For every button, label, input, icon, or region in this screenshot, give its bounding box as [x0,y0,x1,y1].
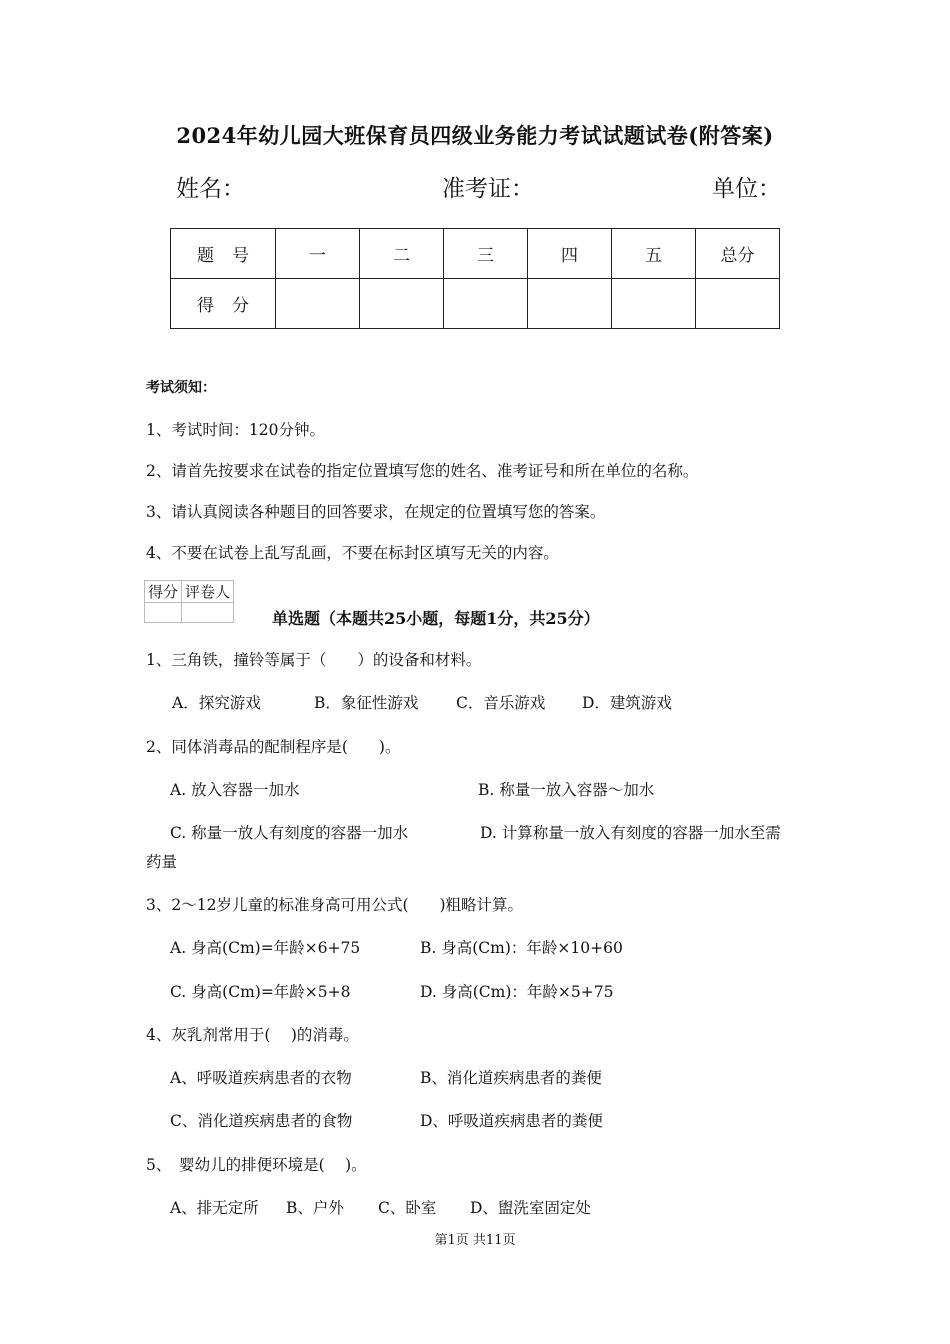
score-table-score-row [171,279,780,329]
option-d: D. 身高(Cm)：年龄×5+75 [420,983,614,1001]
score-table-column: 总分 [696,229,780,279]
option-b: B、户外 [286,1199,344,1217]
option-b: B. 身高(Cm)：年龄×10+60 [420,939,623,957]
note-item: 3、请认真阅读各种题目的回答要求，在规定的位置填写您的答案。 [146,503,606,521]
page-title: 2024年幼儿园大班保育员四级业务能力考试试题试卷(附答案) [176,123,774,148]
score-cell[interactable] [612,279,696,329]
option-b: B．象征性游戏 [314,694,419,712]
score-cell[interactable] [276,279,360,329]
option-b: B、消化道疾病患者的粪便 [420,1069,602,1087]
score-table-row2-label: 得分 [171,279,276,329]
note-item: 1、考试时间：120分钟。 [146,421,325,439]
option-d: D、呼吸道疾病患者的粪便 [420,1112,603,1130]
section-title: 单选题（本题共25小题，每题1分，共25分） [272,609,600,628]
grader-score-label: 得分 [145,581,182,603]
note-item: 2、请首先按要求在试卷的指定位置填写您的姓名、准考证号和所在单位的名称。 [146,462,699,480]
score-cell[interactable] [444,279,528,329]
score-table-column: 三 [444,229,528,279]
question-stem: 1、三角铁，撞铃等属于（ ）的设备和材料。 [146,651,482,669]
score-table-column: 四 [528,229,612,279]
option-c: C、卧室 [378,1199,437,1217]
option-b: B. 称量一放入容器～加水 [478,781,655,799]
unit-label: 单位： [712,176,781,202]
score-table-row1-label: 题号 [171,229,276,279]
option-c: C. 称量一放人有刻度的容器一加水 [170,824,409,842]
score-cell[interactable] [696,279,780,329]
score-table [170,228,780,329]
option-a: A. 放入容器一加水 [170,781,300,799]
score-table-column: 二 [360,229,444,279]
exam-id-label: 准考证： [442,176,534,202]
option-a: A. 身高(Cm)=年龄×6+75 [170,939,361,957]
option-d: D．建筑游戏 [582,694,672,712]
score-table-header-row [171,229,780,279]
page-footer: 第1页 共11页 [434,1233,516,1248]
option-c: C. 身高(Cm)=年龄×5+8 [170,983,351,1001]
option-d: D. 计算称量一放入有刻度的容器一加水至需 [480,824,781,842]
score-cell[interactable] [360,279,444,329]
option-d-continued: 药量 [146,853,178,871]
option-a: A、呼吸道疾病患者的衣物 [170,1069,352,1087]
grader-name-label: 评卷人 [182,581,234,603]
question-stem: 5、 婴幼儿的排便环境是( )。 [146,1156,367,1174]
question-stem: 2、同体消毒品的配制程序是( )。 [146,738,401,756]
name-label: 姓名： [176,176,245,202]
question-stem: 3、2～12岁儿童的标准身高可用公式( )粗略计算。 [146,896,524,914]
option-c: C、消化道疾病患者的食物 [170,1112,353,1130]
note-item: 4、不要在试卷上乱写乱画，不要在标封区填写无关的内容。 [146,544,559,562]
grader-name-cell[interactable] [182,603,234,623]
option-a: A、排无定所 [170,1199,259,1217]
question-stem: 4、灰乳剂常用于( )的消毒。 [146,1026,359,1044]
score-cell[interactable] [528,279,612,329]
grader-box [144,580,234,623]
option-a: A．探究游戏 [172,694,261,712]
grader-score-cell[interactable] [145,603,182,623]
score-table-column: 一 [276,229,360,279]
option-d: D、盥洗室固定处 [470,1199,591,1217]
score-table-column: 五 [612,229,696,279]
notes-title: 考试须知： [146,380,216,396]
option-c: C．音乐游戏 [456,694,546,712]
